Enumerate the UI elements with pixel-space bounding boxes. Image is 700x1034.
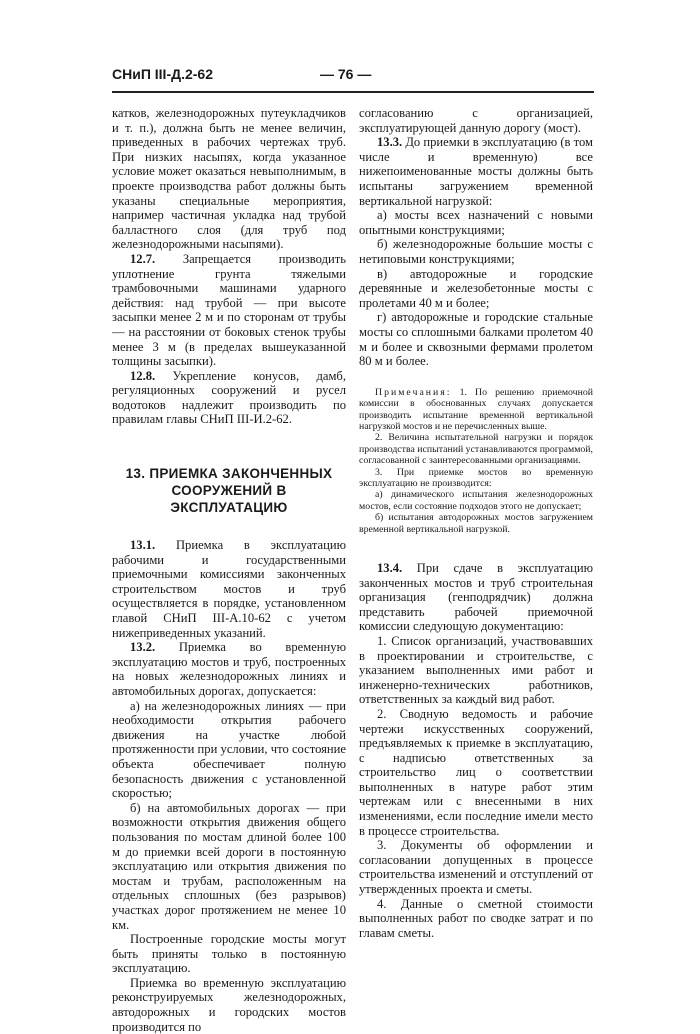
paragraph: Приемка во временную эксплуатацию реконструируемых железнодорожных, автодорожных и городских мостов производится по	[112, 975, 346, 1034]
section-heading	[112, 465, 346, 516]
list-item: а) на железнодорожных линиях — при необходимости открытия рабочего движения на участке любой протяженности при условии, что состояние объекта обеспечивает полную безопасность движения с установленной скоростью;	[112, 698, 346, 801]
list-item: 1. Список организаций, участвовавших в проектировании и строительстве, с указанием выполненных ими работ и инженерно-технических работников, ответственных за каждый вид работ.	[359, 633, 593, 707]
note-item: а) динамического испытания железнодорожных мостов, если состояние подходов этого не допускает;	[359, 489, 593, 512]
note: 2. Величина испытательной нагрузки и порядок производства испытаний устанавливаются программой, согласованной с заинтересованными организациями.	[359, 432, 593, 467]
clause-text: До приемки в эксплуатацию (в том числе и временную) все нижепоименованные мосты должны быть испытаны загружением временной вертикальной нагрузкой:	[359, 135, 593, 208]
list-item: в) автодорожные и городские деревянные и железобетонные мосты с пролетами 40 м и более;	[359, 266, 593, 310]
list-item: б) на автомобильных дорогах — при возможности открытия движения общего пользования по мостам длиной более 100 м до приемки всей дороги в постоянную эксплуатацию или открытия движения по мостам и трубам, расположенным на отдельных сплошных (без разрывов) участках дорог протяжением не менее 10 км.	[112, 800, 346, 932]
clause-13-4	[359, 561, 593, 634]
paragraph: Построенные городские мосты могут быть приняты только в постоянную эксплуатацию.	[112, 932, 346, 976]
notes-block	[359, 387, 593, 535]
clause-number: 13.4.	[377, 560, 403, 575]
clause-text: Запрещается производить уплотнение грунта тяжелыми трамбовочными машинами ударного действия: над трубой — при высоте засыпки менее 2 м и по сторонам от трубы — на расстоянии от боковых стенок трубы менее 3 м (в пределах вышеуказанной толщины засыпки).	[112, 251, 346, 369]
note-item: б) испытания автодорожных мостов загружением временной вертикальной нагрузкой.	[359, 512, 593, 535]
header-rule	[112, 91, 594, 93]
list-item: а) мосты всех назначений с новыми опытными конструкциями;	[359, 208, 593, 237]
note	[359, 387, 593, 433]
list-item: 3. Документы об оформлении и согласовании допущенных в процессе строительства изменений и отступлений от утвержденных проекта и сметы.	[359, 838, 593, 897]
note-label: Примечания:	[375, 386, 452, 398]
list-item: г) автодорожные и городские стальные мосты со сплошными балками пролетом 40 м и более и сквозными фермами пролетом 80 м и более.	[359, 310, 593, 369]
clause-text: Укрепление конусов, дамб, регуляционных сооружений и русел водотоков надлежит производить по правилам главы СНиП III-И.2-62.	[112, 368, 346, 427]
section-heading-line: 13. ПРИЕМКА ЗАКОНЧЕННЫХ	[125, 466, 333, 482]
clause-text: Приемка во временную эксплуатацию мостов и труб, построенных на новых железнодорожных линиях и автомобильных дорогах, допускается:	[112, 640, 346, 698]
clause-13-1	[112, 538, 346, 640]
list-item: 4. Данные о сметной стоимости выполненных работ по сводке затрат и по главам сметы.	[359, 896, 593, 940]
right-column	[359, 106, 593, 940]
clause-number: 12.7.	[130, 251, 156, 266]
clause-text: При сдаче в эксплуатацию законченных мостов и труб строительная организация (генподрядчик) должна представить рабочей приемочной комиссии следующую документацию:	[359, 560, 593, 634]
clause-number: 13.1.	[130, 538, 156, 553]
paragraph: катков, железнодорожных путеукладчиков и т. п.), должна быть не менее величин, приведенных в рабочих чертежах труб. При низких насыпях, когда указанное условие может оказаться невыполнимым, в проекте производства работ должны быть указаны специальные мероприятия, например частичная укладка над трубой балластного слоя (для труб под железнодорожными насыпями).	[112, 106, 346, 252]
clause-text: Приемка в эксплуатацию рабочими и государственными приемочными комиссиями законченных строительством мостов и труб осуществляется в порядке, установленном главой СНиП III-А.10-62 с учетом нижеприведенных указаний.	[112, 538, 346, 640]
note-text: 1. По решению приемочной комиссии в обоснованных случаях допускается производить испытание временной вертикальной нагрузкой мостов и не перечисленных выше.	[359, 386, 593, 432]
page-number: — 76 —	[320, 66, 372, 82]
document-code: СНиП III-Д.2-62	[112, 66, 213, 82]
section-heading-line: СООРУЖЕНИЙ В ЭКСПЛУАТАЦИЮ	[170, 483, 288, 516]
clause-13-3	[359, 135, 593, 208]
paragraph: согласованию с организацией, эксплуатирующей данную дорогу (мост).	[359, 106, 593, 135]
clause-12-7	[112, 252, 346, 369]
list-item: б) железнодорожные большие мосты с нетиповыми конструкциями;	[359, 237, 593, 266]
clause-number: 12.8.	[130, 368, 156, 383]
left-column	[112, 106, 346, 1034]
list-item: 2. Сводную ведомость и рабочие чертежи искусственных сооружений, предъявляемых к приемке в эксплуатацию, с надписью ответственных за строительство лиц о соответствии выполненных в натуре работ этим чертежам или с внесенными в них изменениями, если последние имели место в процессе строительства.	[359, 706, 593, 838]
clause-13-2	[112, 640, 346, 698]
clause-12-8	[112, 369, 346, 427]
clause-number: 13.3.	[377, 135, 403, 150]
note: 3. При приемке мостов во временную эксплуатацию не производится:	[359, 466, 593, 489]
clause-number: 13.2.	[130, 640, 156, 655]
